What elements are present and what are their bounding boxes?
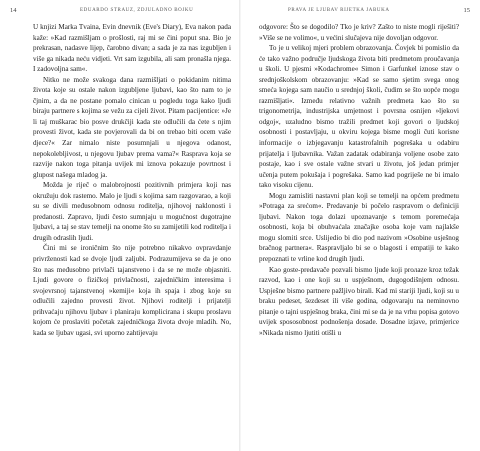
paragraph: Možda je riječ o malobrojnosti pozitivnih primjera koji nas okružuju dok rastemo. Malo je ljudi s kojima sam razgovarao, a koji su se divili međusobnom odnosu roditelja, njihovoj naklonosti i predanosti. Zapravo, ljudi često sumnjaju u mogućnost dugotrajne ljubavi, a taj se stav temelji na onome što su zamijetili kod roditelja i drugih odraslih ljudi. — [33, 181, 231, 242]
page-body — [259, 22, 459, 338]
paragraph: Kao goste-predavače pozvali bismo ljude koji proлaze kroz težak razvod, kao i one koji su u uspješnom, dugogodišnjem odnosu. Uspješne bismo partnere pažljivo birali. Kad mi stariji ljudi, koji su u braku pedeset, šezdeset ili više godina, odgovaraju na neminovno pitanje o tajni uspješnog braka, čini mi se da je na vrhu popisa gotovo uvijek spososobnost podnošenja dosade. Dosadne izjave, primjerice »Nikada nismo ljutiti otišli u — [259, 265, 459, 337]
paragraph: To je u velikoj mjeri problem obrazovanja. Čovjek bi pomislio da će tako važno područje ljudskoga života biti predmetom proučavanja u školi. U pjesmi »Kodachrome« Simon i Garfunkel iznose stav o srednjoškolskom obrazovanju: »Kad se samo sjetim svega onog smeća kojega sam naučio u srednjoj školi, čudim se što uopće mogu razmišljati«. Između relativno važnih predmeta kao što su trigonometrija, industrijska umjetnost i povrsna osnijen »ljekovi odgoj«, uzaludno bismo tražili predmet koji govori o ljudskoj osobnosti i postavljaju, u okviru kojega bisme mogli čuti korisne informacije o izbjegavanju katastrofalnih pogrešaka u odabiru prijatelja i ljubavnika. Važan zadatak odabiranja voljene osobe zato postaje, kao i sve ostale važne stvari u životu, još jedan primjer učenja putem pokušaja i pogrešaka. Samo kad pogriješe ne bi imalo tako visoku cijenu. — [259, 44, 459, 190]
paragraph: Mogu zamisliti nastavni plan koji se temelji na općem predmetu »Potraga za srećom«. Predavanje bi počelo raspravom o definiciji ljubavi. Nakon toga dolazi upoznavanje s temom poremećaja osobnosti, koja bi obuhvaćala značajke osoba koje vam najlakše mogu slomiti srce. Uslijedio bi dio pod nazivom »Osobine usješnog bračnog partnera«. Raspravljalo bi se o blagosti i empatiji te kako prepoznati te vrline kod drugih ljudi. — [259, 191, 459, 264]
paragraph: Čini mi se ironičnim što nije potrebno nikakvo ovpravdanje privrženosti kad se dvoje ljudi zaljubi. Podrazumijeva se da je ono što nas međusobno privlači tajanstveno i da se ne može objasniti. Ljudi govore o fizičkoj privlačnosti, zajedničkim interesima i svojevrsnoj tajanstvenoj »kemiji« koja ih spaja i zbog koje su odlučili zajedno provesti život. Njihovi roditelji i prijatelji prihvaćaju njihovu ljubav i planiraju komplicirana i skupu proslavu kojom će proslaviti početak zajedničkoga života dvoje mladih. No, kada se ljubav ugasi, svi uporno zahtijevaju — [33, 244, 231, 337]
page-number: 15 — [463, 7, 470, 14]
page-body — [33, 22, 231, 338]
page-number: 14 — [10, 7, 17, 14]
paragraph: odgovore: Što se dogodilo? Tko je kriv? Zašto to niste mogli riješiti? »Više se ne volimo«, u većini slučajeva nije dovoljan odgovor. — [259, 23, 459, 42]
right-page — [240, 0, 480, 451]
running-head: EDUARDO STRAUZ, ZDJULADNO BOJKU — [80, 8, 194, 13]
paragraph: U knjizi Marka Tvaina, Evin dnevnik (Eve's Diary), Eva nakon pada kaže: »Kad razmišljam o prošlosti, raj mi se čini poput sna. Bio je prekrasan, nadasve lijep, čarobno divan; a sada je za nas izgubljen i više ga nikada neću vidjeti. Vrt sam izgubila, ali sam pronašla njega. I zadovoljna sam«. — [33, 23, 231, 74]
paragraph: Nitko ne može svakoga dana razmišljati o pokidanim nitima života koje su ostale nakon izgubljene ljubavi, kao što nam to je čjnim, a da ne postane pomalo cinican u pogledu toga kako ljudi biraju partnere s kojima se vežu za cijeli život. Pitam pacijentice: »Je li taj muškarac bio posve drukčiji kada ste odlučili da ćete s njim provesti život, kada ste povjerovali da bi on trebao biti ocem vaše djece?« Zar nimalo niste posumnjali u njegova odanost, nepokolebljivost, u njegovu ljubav prema vama?« Rasprava koja se razvije nakon toga pitanja uvijek mi iznova pokazuje povrtnost i glupost našega mladog ja. — [33, 75, 231, 179]
running-head: PRAVA JE LJUBAV RIJETKA JABUKA — [288, 8, 390, 13]
